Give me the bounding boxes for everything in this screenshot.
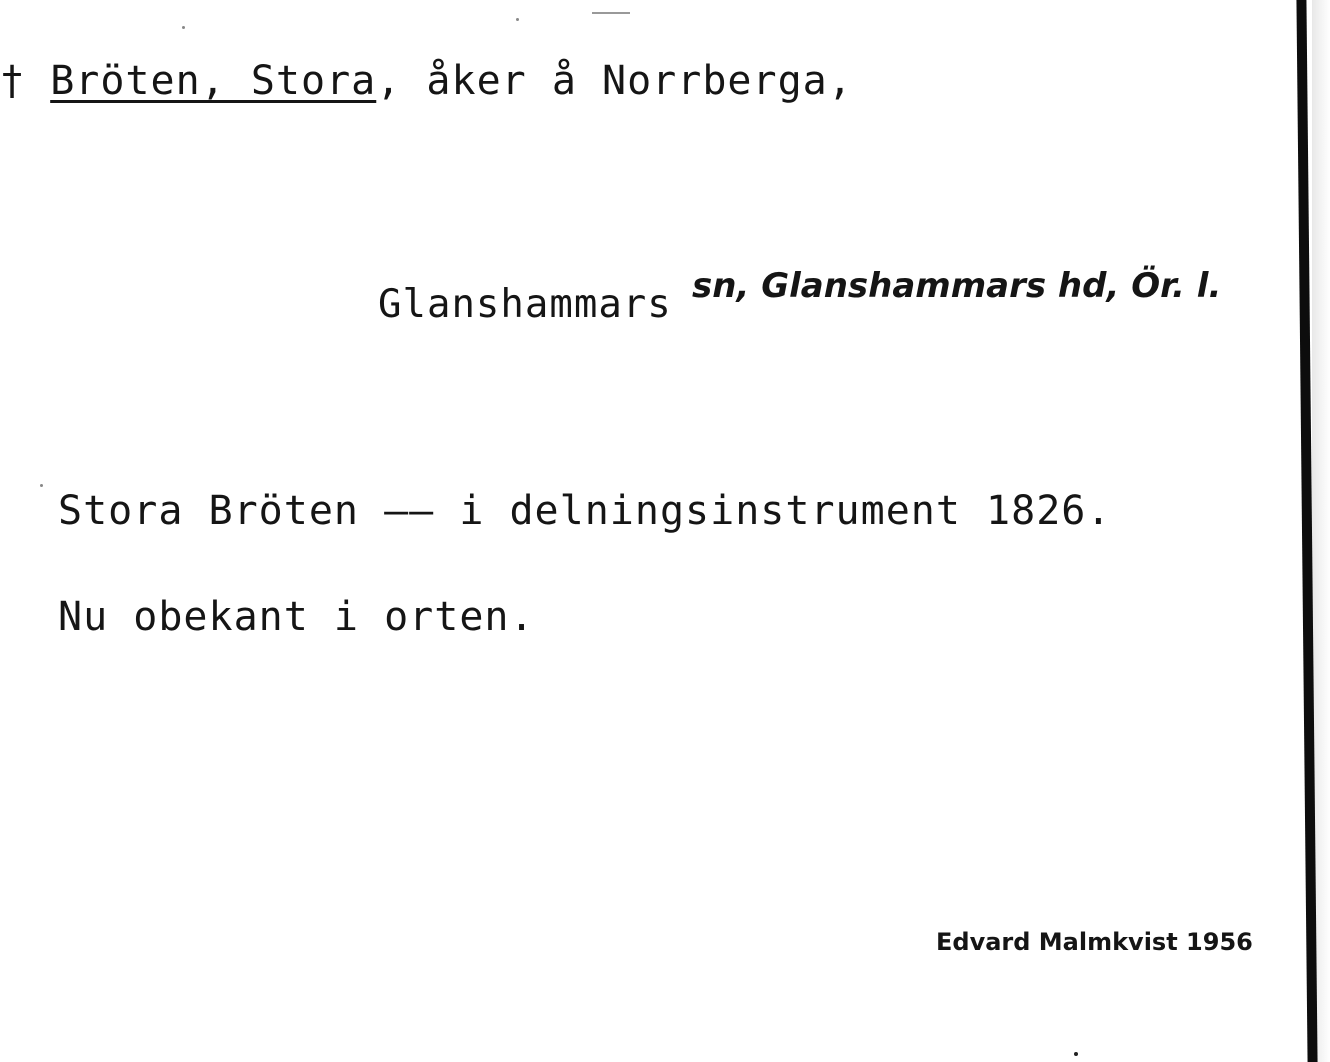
heading-rest: , åker å Norrberga, <box>376 58 853 104</box>
district-stamp: sn, Glanshammars hd, Ör. l. <box>692 266 1222 306</box>
signature-stamp: Edvard Malmkvist 1956 <box>936 928 1253 956</box>
body-line-2: Nu obekant i orten. <box>58 594 535 640</box>
scan-speck <box>516 18 519 21</box>
parish-name: Glanshammars <box>378 282 672 327</box>
scan-speck <box>40 484 43 487</box>
body-line-1: Stora Bröten —— i delningsinstrument 1826. <box>58 488 1112 534</box>
scan-speck <box>182 26 185 29</box>
scan-speck <box>1074 1052 1078 1056</box>
headword: Bröten, Stora <box>50 58 377 104</box>
cross-symbol: † <box>0 58 26 104</box>
scan-mark <box>592 12 630 14</box>
heading-line <box>0 58 853 104</box>
